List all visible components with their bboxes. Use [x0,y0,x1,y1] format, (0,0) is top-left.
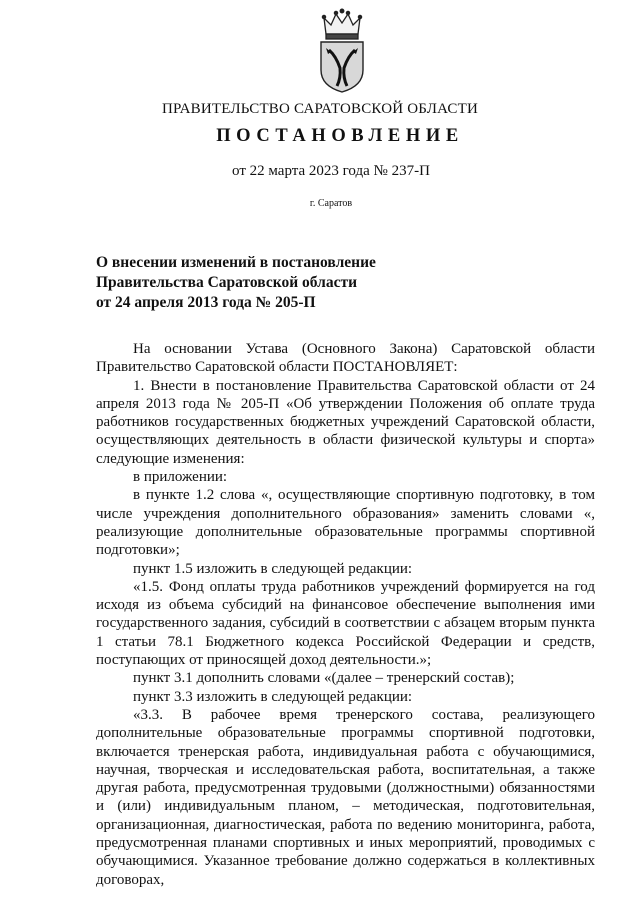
document-date-number: от 22 марта 2023 года № 237-П [232,163,430,179]
subject-line-1: О внесении изменений в постановление [96,254,376,271]
subject-line-2: Правительства Саратовской области [96,274,357,291]
body-paragraph: На основании Устава (Основного Закона) Саратовской области Правительство Саратовской области ПОСТАНОВЛЯЕТ: [96,341,595,376]
body-paragraph: «1.5. Фонд оплаты труда работников учреждений формируется на год исходя из объема субсидий на финансовое обеспечение выполнения ими государственного задания, субсидий в соответствии с абзацем вторым пункта 1 статьи 78.1 Бюджетного кодекса Российской Федерации и средств, поступающих от приносящей доход деятельности.»; [96,578,595,669]
body-paragraph: 1. Внести в постановление Правительства Саратовской области от 24 апреля 2013 года № 205-П «Об утверждении Положения об оплате труда работников государственных бюджетных учреждений Саратовской области, осуществляющих деятельность в области физической культуры и спорта» следующие изменения: [96,377,595,467]
body-paragraph: «3.3. В рабочее время тренерского состава, реализующего дополнительные образовательные программы спортивной подготовки, включается тренерская работа, индивидуальная работа с обучающимися, научная, творческая и исследовательская работа, воспитательная, а также другая работа, предусмотренная трудовыми (должностными) обязанностями и (или) индивидуальным планом, – методическая, подготовительная, организационная, диагностическая, работа по ведению мониторинга, работа, предусмотренная планами спортивных и иных мероприятий, проводимых с обучающимися. Указанное требование должно содержаться в коллективных договорах, [96,706,595,888]
organization-title: ПРАВИТЕЛЬСТВО САРАТОВСКОЙ ОБЛАСТИ [161,101,479,117]
body-paragraph: в приложении: [133,469,228,486]
body-paragraph: пункт 3.1 дополнить словами «(далее – тренерский состав); [133,670,515,687]
body-paragraph: пункт 3.3 изложить в следующей редакции: [133,688,413,705]
body-paragraph: пункт 1.5 изложить в следующей редакции: [133,560,413,577]
document-city: г. Саратов [309,198,353,209]
document-body [96,340,595,889]
document-type: ПОСТАНОВЛЕНИЕ [216,126,464,146]
body-paragraph: в пункте 1.2 слова «, осуществляющие спортивную подготовку, в том числе учреждения дополнительного образования» заменить словами «, реализующие дополнительные образовательные программы спортивной подготовки»; [96,487,595,559]
document-subject [96,253,376,313]
coat-of-arms-icon [316,8,368,94]
subject-line-3: от 24 апреля 2013 года № 205-П [96,294,316,311]
